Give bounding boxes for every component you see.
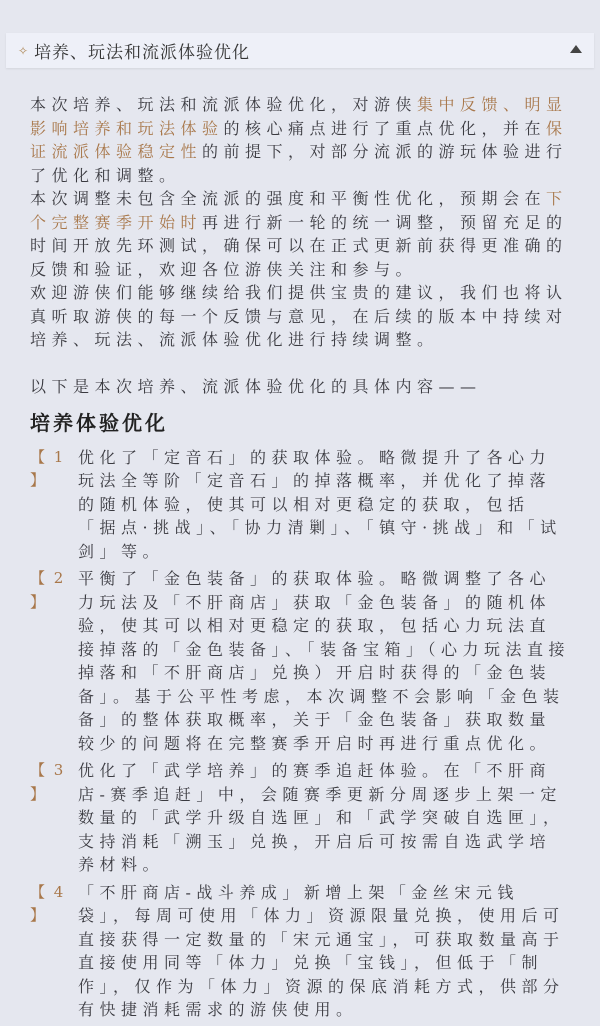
item-number: 【 4 】 xyxy=(30,882,66,924)
text: 欢迎游侠们能够继续给我们提供宝贵的建议，我们也将认真听取游侠的每一个反馈与意见，在后续的版本中持续对培养、玩法、流派体验优化进行持续调整。 xyxy=(30,283,568,349)
diamond-icon: ✧ xyxy=(18,43,29,58)
list-item xyxy=(30,881,572,1022)
text: 再进行新一轮的统一调整，预留充足的时间开放先环测试，确保可以在正式更新前获得更准确的反馈和验证，欢迎各位游侠关注和参与。 xyxy=(30,212,568,279)
paragraph-3 xyxy=(30,281,572,352)
text: 本次调整未包含全流派的强度和平衡性优化，预期会在 xyxy=(30,189,547,208)
text: 本次培养、玩法和流派体验优化，对游侠 xyxy=(30,95,418,114)
collapse-caret-icon[interactable] xyxy=(570,45,582,53)
list-item xyxy=(30,759,572,877)
section-title: 培养体验优化 xyxy=(30,411,168,435)
intro-line: 以下是本次培养、流派体验优化的具体内容—— xyxy=(30,376,482,396)
list-item xyxy=(30,446,572,564)
highlight-text: 保证流派体验稳定性 xyxy=(30,118,568,161)
item-text: 「不肝商店-战斗养成」新增上架「金丝宋元钱袋」，每周可使用「体力」资源限量兑换，使用后可直接获得一定数量的「宋元通宝」，可获取数量高于直接使用同等「体力」兑换「宝钱」，但低于「制作」，仅作为「体力」资源的保底消耗方式，供部分有快捷消耗需求的游侠使用。 xyxy=(78,882,565,1019)
highlight-text: 集中反馈、明显影响培养和玩法体验 xyxy=(30,95,568,138)
item-number: 【 1 】 xyxy=(30,447,66,489)
item-number: 【 3 】 xyxy=(30,761,66,803)
paragraph-1 xyxy=(30,93,572,187)
paragraph-2 xyxy=(30,187,572,281)
item-text: 平衡了「金色装备」的获取体验。略微调整了各心力玩法及「不肝商店」获取「金色装备」的随机体验，使其可以相对更稳定的获取，包括心力玩法直接掉落的「金色装备」、「装备宝箱」（心力玩法直接掉落和「不肝商店」兑换）开启时获得的「金色装备」。基于公平性考虑，本次调整不会影响「金色装备」的整体获取概率，关于「金色装备」获取数量较少的问题将在完整赛季开启时再进行重点优化。 xyxy=(78,569,571,753)
article-body xyxy=(30,93,572,1026)
item-text: 优化了「武学培养」的赛季追赶体验。在「不肝商店-赛季追赶」中，会随赛季更新分周逐步上架一定数量的「武学升级自选匣」和「武学突破自选匣」，支持消耗「溯玉」兑换，开启后可按需自选武学培养材料。 xyxy=(78,761,565,874)
text: 的前提下，对部分流派的游玩体验进行了优化和调整。 xyxy=(30,142,568,185)
highlight-text: 下个完整赛季开始时 xyxy=(30,189,568,232)
item-text: 优化了「定音石」的获取体验。略微提升了各心力玩法全等阶「定音石」的掉落概率，并优化了掉落的随机体验，使其可以相对更稳定的获取，包括「据点·挑战」、「协力清剿」、「镇守·挑战」和「试剑」等。 xyxy=(78,447,562,561)
section-header-title: 培养、玩法和流派体验优化 xyxy=(34,43,251,63)
section-header-toggle[interactable] xyxy=(6,33,594,68)
list-item xyxy=(30,567,572,755)
item-number: 【 2 】 xyxy=(30,569,66,611)
text: 的核心痛点进行了重点优化，并在 xyxy=(223,118,547,138)
